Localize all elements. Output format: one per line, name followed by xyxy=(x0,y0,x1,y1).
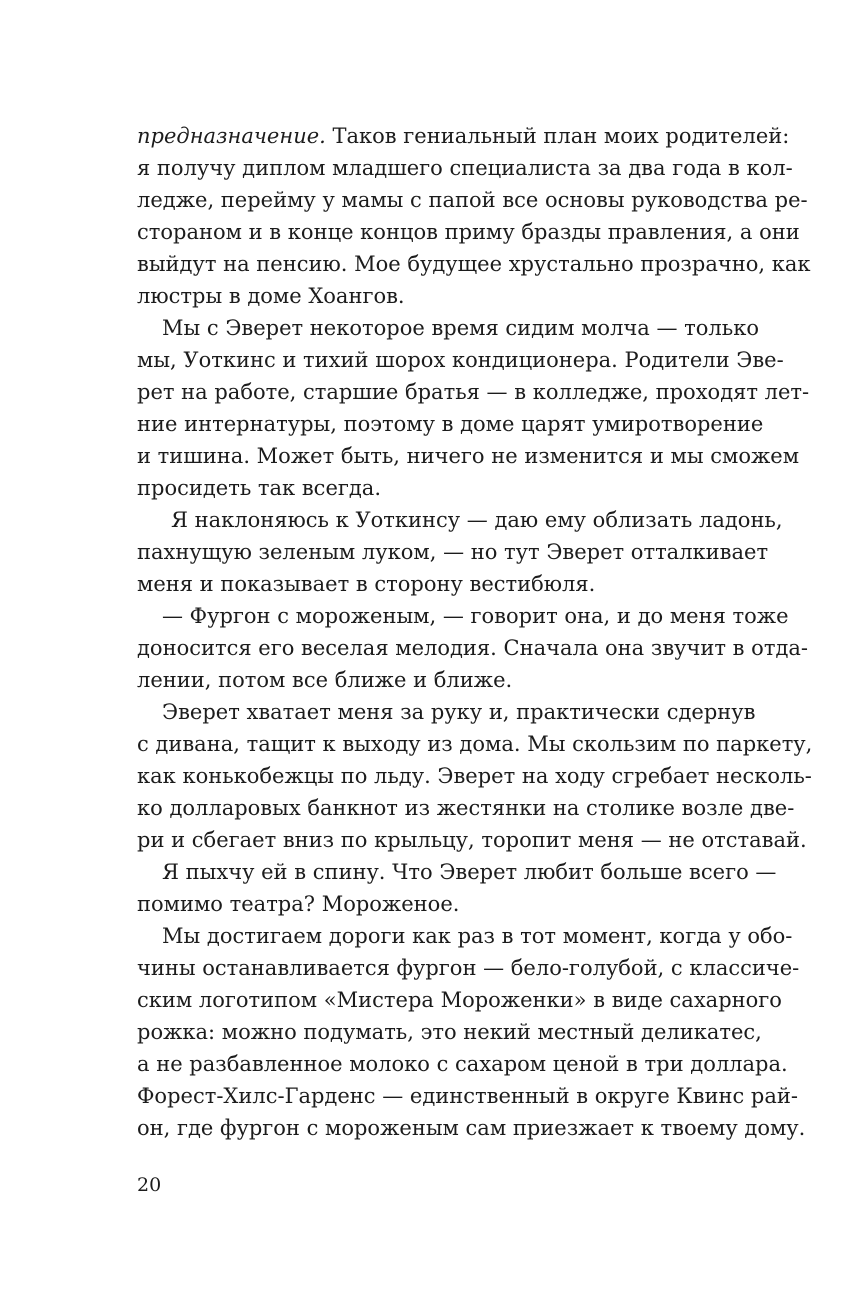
text-line: Эверет хватает меня за руку и, практически сдернув xyxy=(162,700,756,724)
text-line: рожка: можно подумать, это некий местный деликатес, xyxy=(137,1020,762,1044)
text-line: лении, потом все ближе и ближе. xyxy=(137,668,513,692)
text-line: просидеть так всегда. xyxy=(137,476,382,500)
text-line: Мы достигаем дороги как раз в тот момент, когда у обо- xyxy=(162,924,793,948)
text-line: помимо театра? Мороженое. xyxy=(137,892,460,916)
text-line: ко долларовых банкнот из жестянки на столике возле две- xyxy=(137,796,795,820)
text-line: выйдут на пенсию. Мое будущее хрустально прозрачно, как xyxy=(137,252,811,276)
text-line: ние интернатуры, поэтому в доме царят умиротворение xyxy=(137,412,764,436)
text-line: ледже, перейму у мамы с папой все основы руководства ре- xyxy=(137,188,808,212)
text-line: ским логотипом «Мистера Мороженки» в виде сахарного xyxy=(137,988,782,1012)
page-number: 20 xyxy=(137,1174,162,1196)
text-line: Я наклоняюсь к Уоткинсу — даю ему облизать ладонь, xyxy=(171,508,783,532)
text-line: он, где фургон с мороженым сам приезжает к твоему дому. xyxy=(137,1116,806,1140)
text-line: как конькобежцы по льду. Эверет на ходу сгребает несколь- xyxy=(137,764,812,788)
emphasized-word: предназначение. xyxy=(137,124,326,148)
text-line: ри и сбегает вниз по крыльцу, торопит меня — не отставай. xyxy=(137,828,807,852)
text-line: Я пыхчу ей в спину. Что Эверет любит больше всего — xyxy=(162,860,777,884)
text-line: доносится его веселая мелодия. Сначала она звучит в отда- xyxy=(137,636,808,660)
text-line: предназначение. Таков гениальный план моих родителей: xyxy=(137,124,790,148)
text-line: с дивана, тащит к выходу из дома. Мы скользим по паркету, xyxy=(137,732,813,756)
text-line: мы, Уоткинс и тихий шорох кондиционера. Родители Эве- xyxy=(137,348,784,372)
text-line: Форест-Хилс-Гарденс — единственный в округе Квинс рай- xyxy=(137,1084,798,1108)
text-line: и тишина. Может быть, ничего не изменится и мы сможем xyxy=(137,444,800,468)
text-line: рет на работе, старшие братья — в колледже, проходят лет- xyxy=(137,380,810,404)
text-line: пахнущую зеленым луком, — но тут Эверет отталкивает xyxy=(137,540,769,564)
text-line: Мы с Эверет некоторое время сидим молча — только xyxy=(162,316,759,340)
text-line: а не разбавленное молоко с сахаром ценой в три доллара. xyxy=(137,1052,788,1076)
text-line: я получу диплом младшего специалиста за два года в кол- xyxy=(137,156,793,180)
text-line: стораном и в конце концов приму бразды правления, а они xyxy=(137,220,800,244)
text-line: люстры в доме Хоангов. xyxy=(137,284,405,308)
text-line: чины останавливается фургон — бело-голубой, с классиче- xyxy=(137,956,800,980)
text-line: — Фургон с мороженым, — говорит она, и до меня тоже xyxy=(162,604,789,628)
text-line: меня и показывает в сторону вестибюля. xyxy=(137,572,596,596)
